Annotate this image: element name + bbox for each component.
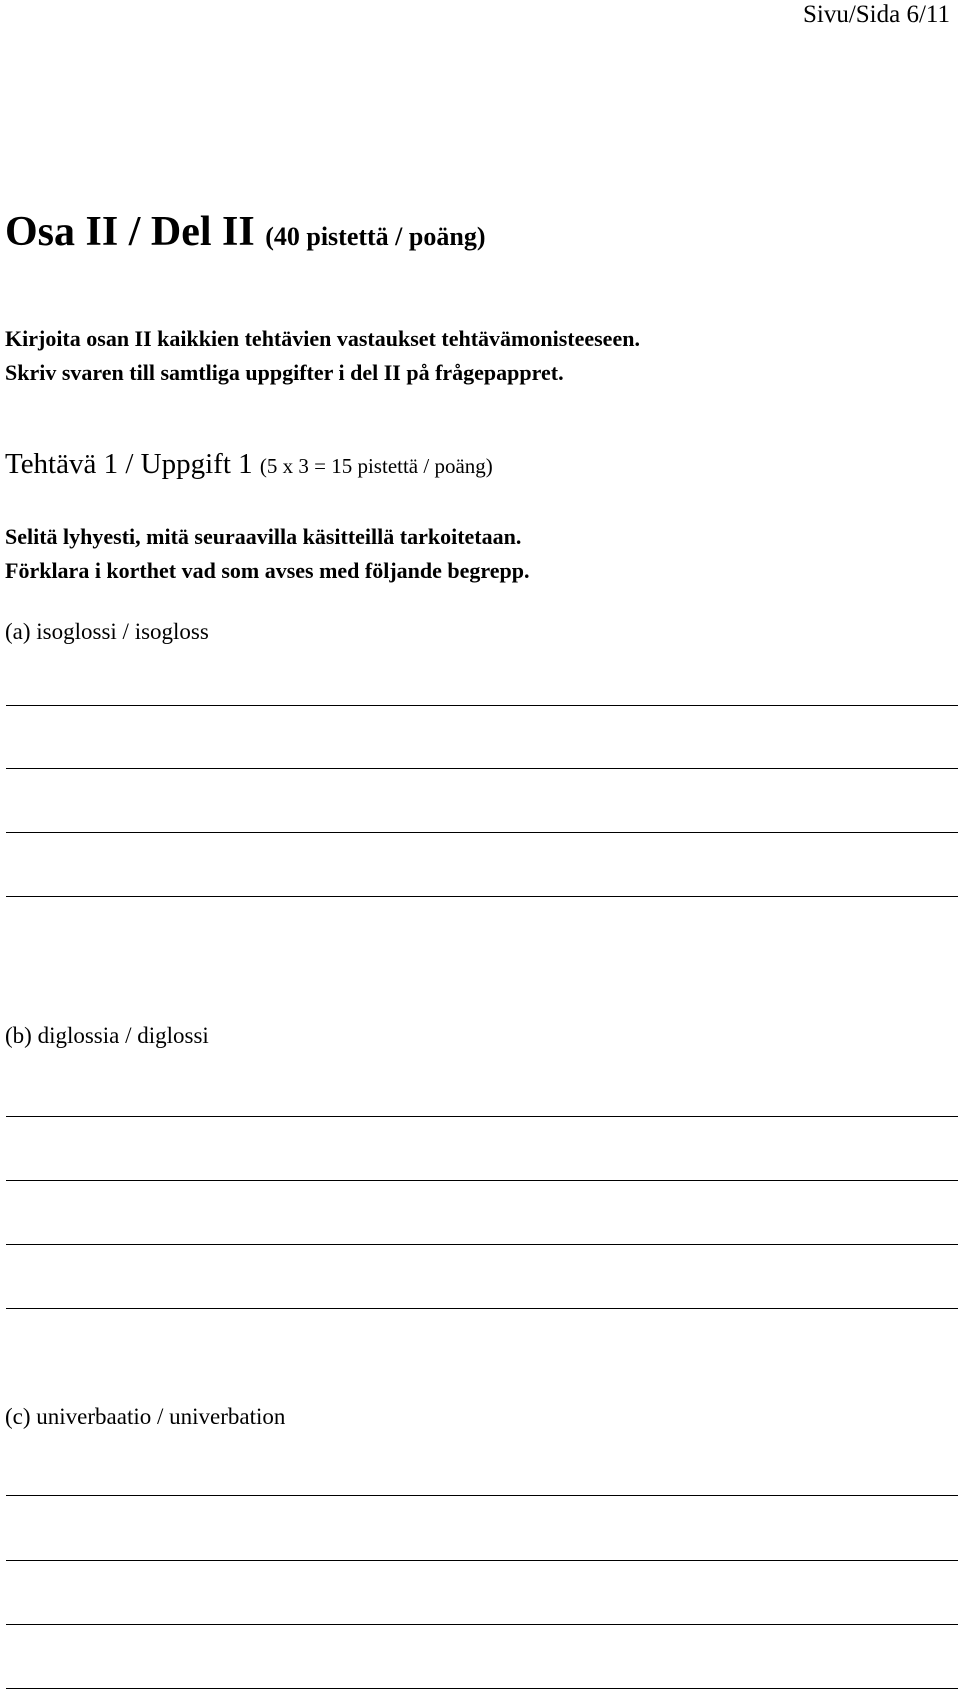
page-number: Sivu/Sida 6/11 xyxy=(802,1,950,28)
section-title-text: Osa II / Del II xyxy=(5,209,255,255)
answer-line-b-1[interactable] xyxy=(6,1116,958,1117)
instruction-finnish: Kirjoita osan II kaikkien tehtävien vastaukset tehtävämonisteeseen. xyxy=(5,326,640,351)
item-c-label: (c) univerbaatio / univerbation xyxy=(5,1404,286,1429)
answer-line-c-4[interactable] xyxy=(6,1688,958,1689)
section-title xyxy=(5,206,485,263)
answer-line-b-3[interactable] xyxy=(6,1244,958,1245)
task-points: (5 x 3 = 15 pistettä / poäng) xyxy=(259,454,493,478)
answer-line-a-2[interactable] xyxy=(6,768,958,769)
answer-line-a-1[interactable] xyxy=(6,705,958,706)
task-title xyxy=(5,446,493,484)
answer-line-a-3[interactable] xyxy=(6,832,958,833)
task-prompt xyxy=(5,520,530,588)
item-b-label: (b) diglossia / diglossi xyxy=(5,1023,209,1048)
task-prompt-finnish: Selitä lyhyesti, mitä seuraavilla käsitteillä tarkoitetaan. xyxy=(5,524,522,549)
answer-line-c-2[interactable] xyxy=(6,1560,958,1561)
answer-line-b-2[interactable] xyxy=(6,1180,958,1181)
answer-line-c-1[interactable] xyxy=(6,1495,958,1496)
answer-line-b-4[interactable] xyxy=(6,1308,958,1309)
section-points: (40 pistettä / poäng) xyxy=(265,222,486,251)
answer-line-a-4[interactable] xyxy=(6,896,958,897)
instruction-swedish: Skriv svaren till samtliga uppgifter i del II på frågepappret. xyxy=(5,360,564,385)
task-title-text: Tehtävä 1 / Uppgift 1 xyxy=(5,448,253,480)
task-prompt-swedish: Förklara i korthet vad som avses med följande begrepp. xyxy=(5,558,530,583)
item-a-label: (a) isoglossi / isogloss xyxy=(5,619,209,644)
answer-line-c-3[interactable] xyxy=(6,1624,958,1625)
instructions xyxy=(5,322,640,390)
